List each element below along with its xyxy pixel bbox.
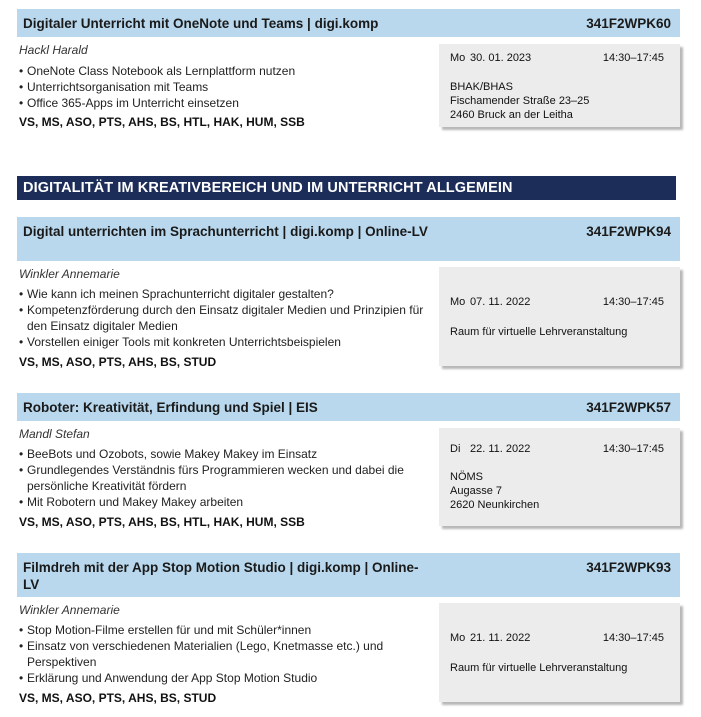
course-info-box xyxy=(439,44,680,127)
course-date: 30. 01. 2023 xyxy=(470,52,532,64)
course-header xyxy=(17,217,680,261)
topic-item: • Mit Robotern und Makey Makey arbeiten xyxy=(19,494,429,510)
course-trainer: Mandl Stefan xyxy=(19,427,90,441)
course-info-box xyxy=(439,428,680,526)
course-time: 14:30–17:45 xyxy=(602,52,664,64)
course-date: 21. 11. 2022 xyxy=(470,632,531,644)
course-trainer: Hackl Harald xyxy=(19,43,88,57)
course-time: 14:30–17:45 xyxy=(602,443,664,455)
course-code: 341F2WPK57 xyxy=(586,400,671,415)
course-topics xyxy=(19,286,429,350)
course-topics xyxy=(19,446,429,510)
course-day: Mo xyxy=(450,296,466,308)
course-title: Digitaler Unterricht mit OneNote und Teams | digi.komp xyxy=(23,16,379,31)
course-code: 341F2WPK93 xyxy=(586,560,671,575)
course-trainer: Winkler Annemarie xyxy=(19,267,120,281)
course-header xyxy=(17,393,680,421)
course-location xyxy=(450,80,589,122)
location-line: Fischamender Straße 23–25 xyxy=(450,95,590,107)
course-location xyxy=(450,325,627,339)
course-day: Mo xyxy=(450,632,466,644)
location-line: NÖMS xyxy=(450,471,483,483)
topic-item: • Kompetenzförderung durch den Einsatz digitaler Medien und Prinzipien für den Einsatz digitaler Medien xyxy=(19,302,429,334)
location-line: Raum für virtuelle Lehrveranstaltung xyxy=(450,326,628,338)
course-topics xyxy=(19,622,429,686)
location-line: Raum für virtuelle Lehrveranstaltung xyxy=(450,662,628,674)
topic-item: • Unterrichtsorganisation mit Teams xyxy=(19,79,429,95)
topic-item: • Erklärung und Anwendung der App Stop Motion Studio xyxy=(19,670,429,686)
course-target-groups: VS, MS, ASO, PTS, AHS, BS, HTL, HAK, HUM, SSB xyxy=(19,115,305,129)
course-topics xyxy=(19,63,429,111)
topic-item: • BeeBots und Ozobots, sowie Makey Makey im Einsatz xyxy=(19,446,429,462)
course-code: 341F2WPK94 xyxy=(586,224,671,239)
course-title: Digital unterrichten im Sprachunterricht | digi.komp | Online-LV xyxy=(23,224,428,239)
course-day: Mo xyxy=(450,52,466,64)
course-time: 14:30–17:45 xyxy=(602,632,664,644)
course-info-box xyxy=(439,603,680,702)
topic-item: • Stop Motion-Filme erstellen für und mit Schüler*innen xyxy=(19,622,429,638)
course-trainer: Winkler Annemarie xyxy=(19,603,120,617)
course-day: Di xyxy=(450,443,461,455)
course-date: 07. 11. 2022 xyxy=(470,296,531,308)
course-title: Roboter: Kreativität, Erfindung und Spiel | EIS xyxy=(23,400,318,415)
location-line: 2460 Bruck an der Leitha xyxy=(450,109,573,121)
topic-item: • Vorstellen einiger Tools mit konkreten Unterrichtsbeispielen xyxy=(19,334,429,350)
topic-item: • Einsatz von verschiedenen Materialien (Lego, Knetmasse etc.) und Perspektiven xyxy=(19,638,429,670)
course-target-groups: VS, MS, ASO, PTS, AHS, BS, STUD xyxy=(19,355,217,369)
course-date: 22. 11. 2022 xyxy=(470,443,531,455)
course-location xyxy=(450,470,539,512)
course-title: Filmdreh mit der App Stop Motion Studio | digi.komp | Online-LV xyxy=(23,560,419,592)
course-header xyxy=(17,553,680,597)
location-line: Augasse 7 xyxy=(450,485,502,497)
course-time: 14:30–17:45 xyxy=(602,296,664,308)
course-code: 341F2WPK60 xyxy=(586,16,671,31)
location-line: BHAK/BHAS xyxy=(450,81,513,93)
topic-item: • Wie kann ich meinen Sprachunterricht digitaler gestalten? xyxy=(19,286,429,302)
section-heading: DIGITALITÄT IM KREATIVBEREICH UND IM UNTERRICHT ALLGEMEIN xyxy=(17,176,676,200)
course-target-groups: VS, MS, ASO, PTS, AHS, BS, STUD xyxy=(19,691,217,705)
topic-item: • Office 365-Apps im Unterricht einsetzen xyxy=(19,95,429,111)
topic-item: • Grundlegendes Verständnis fürs Programmieren wecken und dabei die persönliche Kreativität fördern xyxy=(19,462,429,494)
location-line: 2620 Neunkirchen xyxy=(450,499,540,511)
course-header xyxy=(17,9,680,37)
topic-item: • OneNote Class Notebook als Lernplattform nutzen xyxy=(19,63,429,79)
course-info-box xyxy=(439,267,680,366)
course-target-groups: VS, MS, ASO, PTS, AHS, BS, HTL, HAK, HUM, SSB xyxy=(19,515,305,529)
course-location xyxy=(450,661,627,675)
